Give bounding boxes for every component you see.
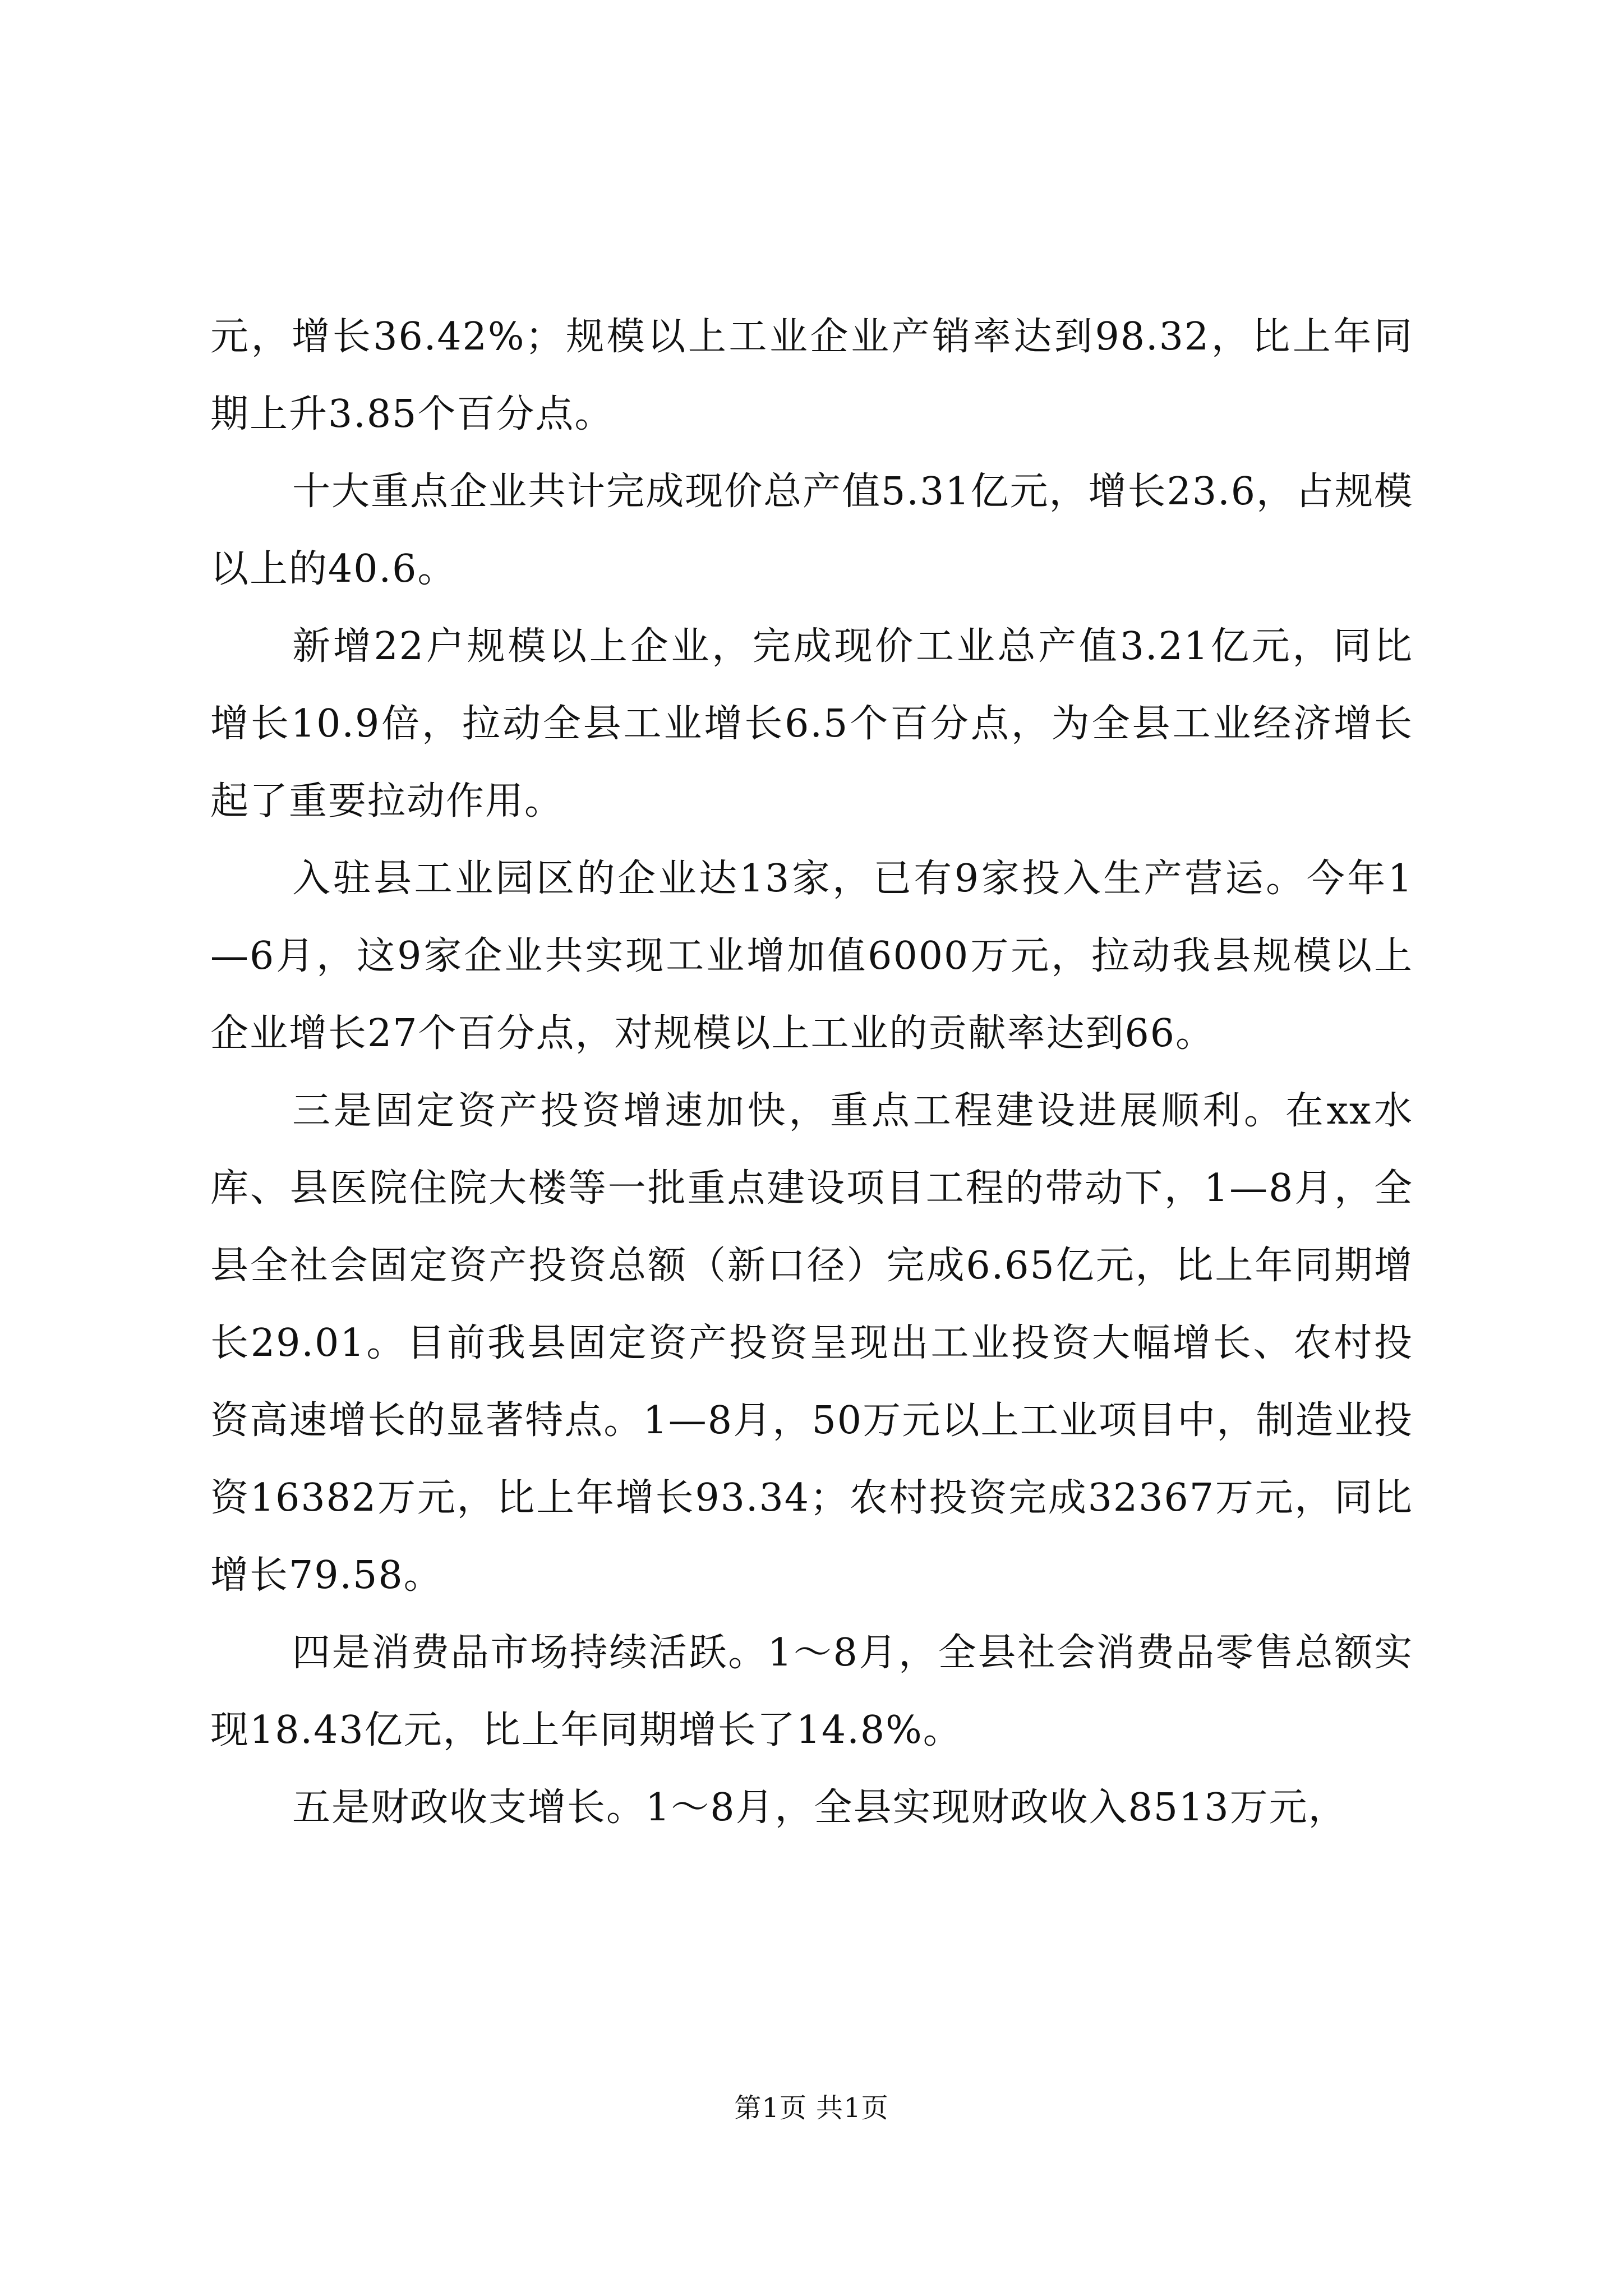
paragraph-1: 元，增长36.42%；规模以上工业企业产销率达到98.32，比上年同期上升3.85个百分点。: [210, 315, 1413, 436]
document-body: [210, 298, 1413, 1847]
paragraph-4: 入驻县工业园区的企业达13家，已有9家投入生产营运。今年1—6月，这9家企业共实现工业增加值6000万元，拉动我县规模以上企业增长27个百分点，对规模以上工业的贡献率达到66。: [210, 857, 1413, 1056]
paragraph-5: 三是固定资产投资增速加快，重点工程建设进展顺利。在xx水库、县医院住院大楼等一批重点建设项目工程的带动下，1—8月，全县全社会固定资产投资总额（新口径）完成6.65亿元，比上年同期增长29.01。目前我县固定资产投资呈现出工业投资大幅增长、农村投资高速增长的显著特点。1—8月，50万元以上工业项目中，制造业投资16382万元，比上年增长93.34；农村投资完成32367万元，同比增长79.58。: [210, 1089, 1413, 1598]
paragraph-3: 新增22户规模以上企业，完成现价工业总产值3.21亿元，同比增长10.9倍，拉动全县工业增长6.5个百分点，为全县工业经济增长起了重要拉动作用。: [210, 624, 1413, 823]
paragraph-6: 四是消费品市场持续活跃。1～8月，全县社会消费品零售总额实现18.43亿元，比上年同期增长了14.8%。: [210, 1631, 1413, 1752]
paragraph-2: 十大重点企业共计完成现价总产值5.31亿元，增长23.6，占规模以上的40.6。: [210, 470, 1413, 591]
page-footer: 第1页 共1页: [734, 2092, 889, 2124]
paragraph-7: 五是财政收支增长。1～8月，全县实现财政收入8513万元，: [292, 1786, 1348, 1830]
